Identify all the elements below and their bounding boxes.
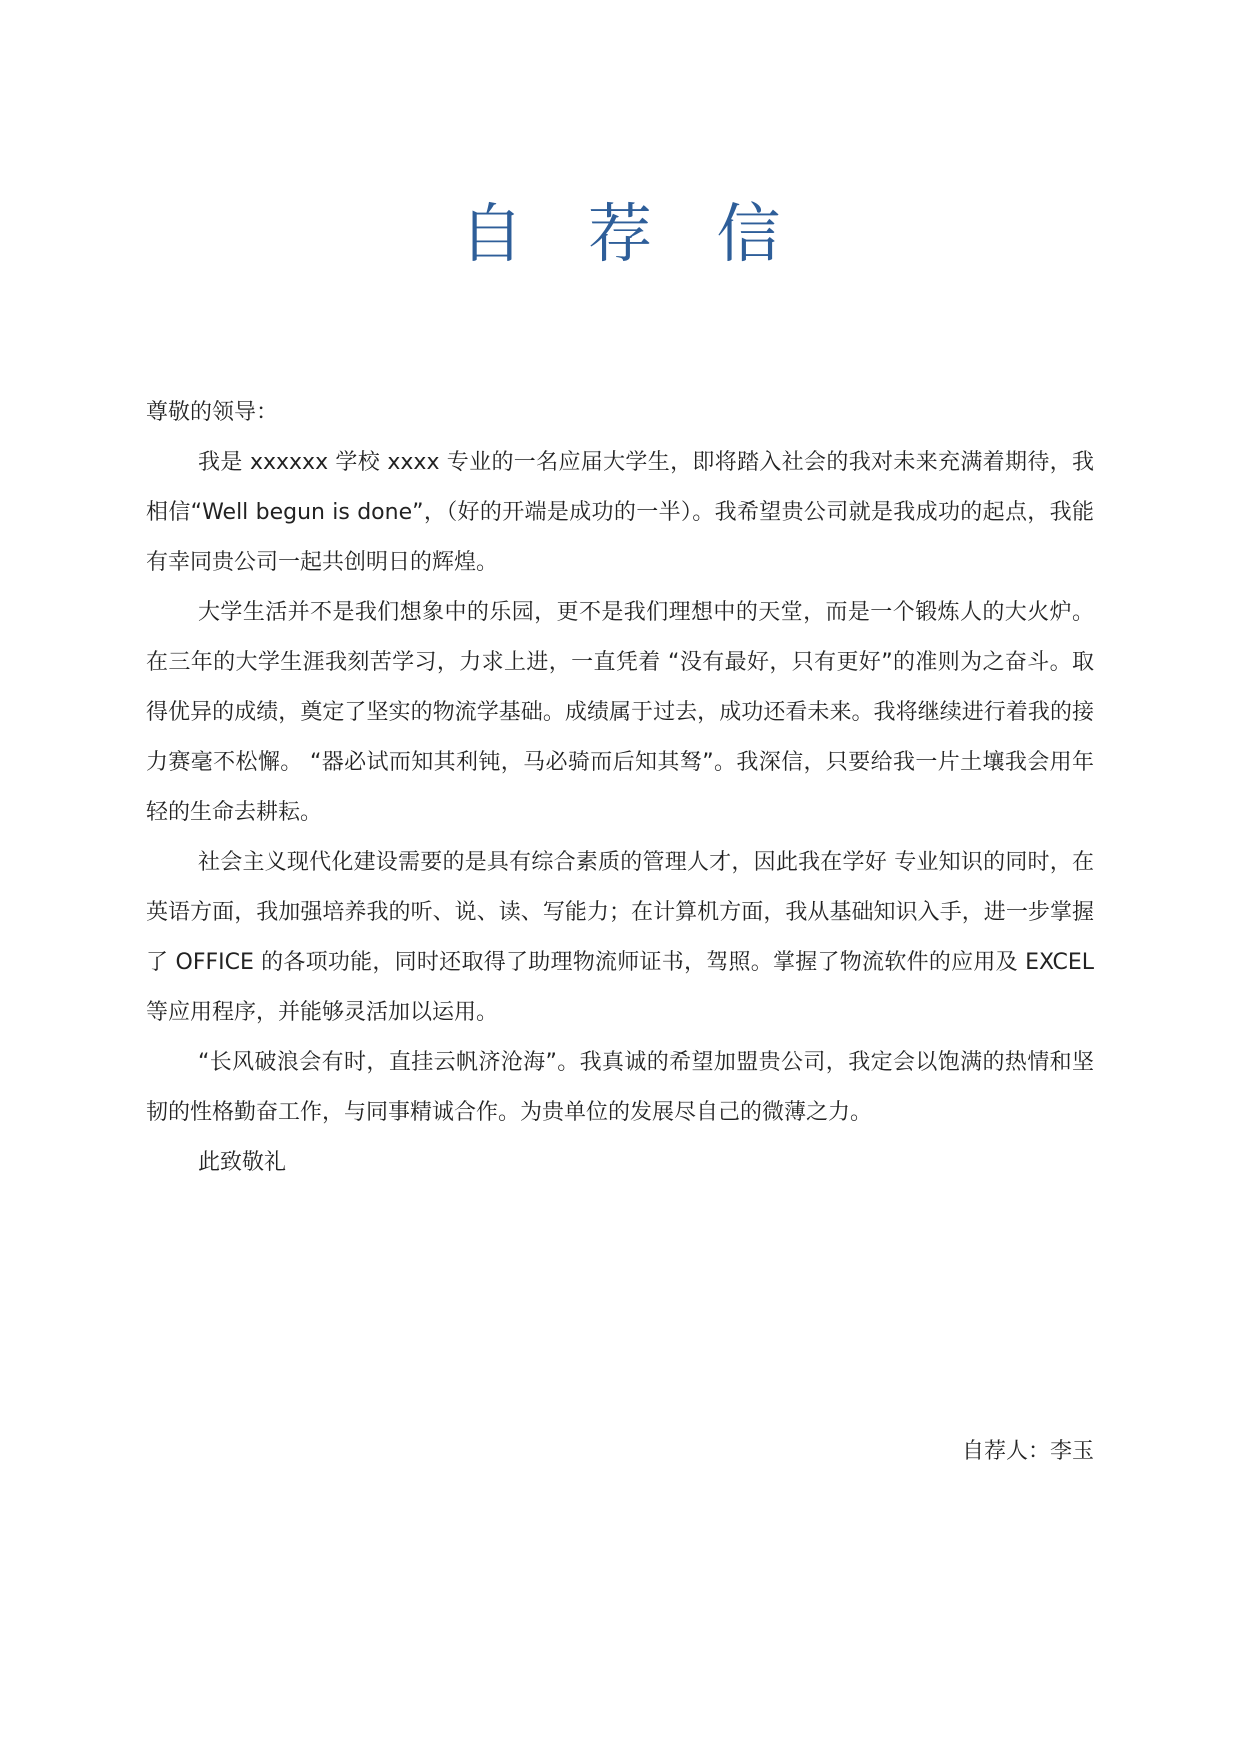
paragraph-1: 我是 xxxxxx 学校 xxxx 专业的一名应届大学生，即将踏入社会的我对未来充满着期待，我相信“Well begun is done”，（好的开端是成功的一半）。我希望贵公司就是我成功的起点，我能有幸同贵公司一起共创明日的辉煌。	[146, 450, 1094, 575]
paragraph-4: “长风破浪会有时，直挂云帆济沧海”。我真诚的希望加盟贵公司，我定会以饱满的热情和坚韧的性格勤奋工作，与同事精诚合作。为贵单位的发展尽自己的微薄之力。	[146, 1050, 1094, 1125]
letter-title: 自 荐 信	[459, 198, 803, 272]
letter-body	[146, 388, 1094, 1188]
closing-line: 此致敬礼	[198, 1150, 287, 1175]
paragraph-2: 大学生活并不是我们想象中的乐园，更不是我们理想中的天堂，而是一个锻炼人的大火炉。在三年的大学生涯我刻苦学习，力求上进，一直凭着 “没有最好，只有更好”的准则为之奋斗。取得优异的成绩，奠定了坚实的物流学基础。成绩属于过去，成功还看未来。我将继续进行着我的接力赛毫不松懈。 “器必试而知其利钝，马必骑而后知其驽”。我深信，只要给我一片土壤我会用年轻的生命去耕耘。	[146, 600, 1094, 825]
paragraph-3: 社会主义现代化建设需要的是具有综合素质的管理人才，因此我在学好 专业知识的同时，在英语方面，我加强培养我的听、说、读、写能力；在计算机方面，我从基础知识入手，进一步掌握了 OFFICE 的各项功能，同时还取得了助理物流师证书，驾照。掌握了物流软件的应用及 EXCEL 等应用程序，并能够灵活加以运用。	[146, 850, 1094, 1025]
salutation: 尊敬的领导：	[146, 400, 279, 425]
signature: 自荐人：李玉	[961, 1439, 1094, 1464]
